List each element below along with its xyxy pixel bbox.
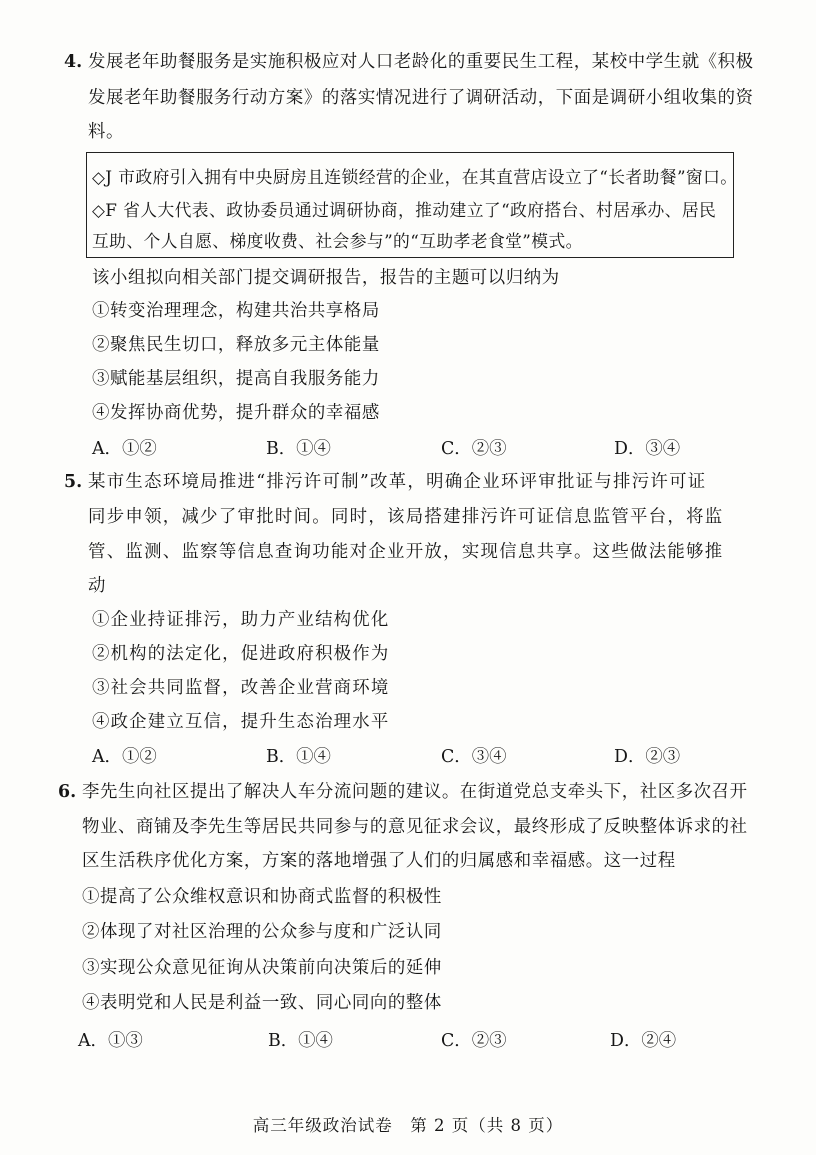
question-5-choice-a[interactable]: A．①② xyxy=(92,747,157,767)
question-4-choice-a[interactable]: A．①② xyxy=(92,439,157,459)
question-6-choice-b[interactable]: B．①④ xyxy=(268,1031,333,1051)
question-5-item-4: ④政企建立互信，提升生态治理水平 xyxy=(92,712,390,732)
question-4-choice-b[interactable]: B．①④ xyxy=(266,439,331,459)
question-4-item-2: ②聚焦民生切口，释放多元主体能量 xyxy=(92,335,380,355)
question-6-item-2: ②体现了对社区治理的公众参与度和广泛认同 xyxy=(82,922,442,942)
question-5-item-1: ①企业持证排污，助力产业结构优化 xyxy=(92,610,390,630)
question-4-stem-line-2: 发展老年助餐服务行动方案》的落实情况进行了调研活动，下面是调研小组收集的资 xyxy=(88,88,754,108)
question-4-choice-c[interactable]: C．②③ xyxy=(441,439,507,459)
material-line-2: ◇F 省人大代表、政协委员通过调研协商，推动建立了“政府搭台、村居承办、居民 xyxy=(92,200,717,220)
question-6-choice-d[interactable]: D．②④ xyxy=(610,1031,677,1051)
question-4-item-1: ①转变治理理念，构建共治共享格局 xyxy=(92,301,380,321)
question-5-item-3: ③社会共同监督，改善企业营商环境 xyxy=(92,678,390,698)
question-6-item-1: ①提高了公众维权意识和协商式监督的积极性 xyxy=(82,887,442,907)
question-4-stem-line-1: 发展老年助餐服务是实施积极应对人口老龄化的重要民生工程，某校中学生就《积极 xyxy=(88,52,754,72)
question-6-stem-line-3: 区生活秩序优化方案，方案的落地增强了人们的归属感和幸福感。这一过程 xyxy=(82,851,676,871)
material-line-3: 互助、个人自愿、梯度收费、社会参与”的“互助孝老食堂”模式。 xyxy=(92,231,583,251)
question-6-choice-c[interactable]: C．②③ xyxy=(441,1031,507,1051)
question-5-number: 5. xyxy=(64,472,83,492)
material-line-1: ◇J 市政府引入拥有中央厨房且连锁经营的企业，在其直营店设立了“长者助餐”窗口。 xyxy=(92,167,738,187)
question-4-choice-d[interactable]: D．③④ xyxy=(614,439,681,459)
question-6-stem-line-1: 李先生向社区提出了解决人车分流问题的建议。在街道党总支牵头下，社区多次召开 xyxy=(82,782,748,802)
question-5-stem-line-1: 某市生态环境局推进“排污许可制”改革，明确企业环评审批证与排污许可证 xyxy=(88,472,707,492)
question-5-choice-c[interactable]: C．③④ xyxy=(441,747,507,767)
question-6-stem-line-2: 物业、商铺及李先生等居民共同参与的意见征求会议，最终形成了反映整体诉求的社 xyxy=(82,817,748,837)
question-6-choice-a[interactable]: A．①③ xyxy=(78,1031,143,1051)
page-footer: 高三年级政治试卷 第 2 页（共 8 页） xyxy=(252,1116,564,1135)
question-6-number: 6. xyxy=(58,782,77,802)
question-5-item-2: ②机构的法定化，促进政府积极作为 xyxy=(92,644,390,664)
question-6-item-4: ④表明党和人民是利益一致、同心同向的整体 xyxy=(82,993,442,1013)
question-6-item-3: ③实现公众意见征询从决策前向决策后的延伸 xyxy=(82,958,442,978)
question-5-choice-b[interactable]: B．①④ xyxy=(266,747,331,767)
question-5-stem-line-2: 同步申领，减少了审批时间。同时，该局搭建排污许可证信息监管平台，将监 xyxy=(88,507,724,527)
question-5-stem-line-4: 动 xyxy=(88,576,106,596)
question-4-item-4: ④发挥协商优势，提升群众的幸福感 xyxy=(92,403,380,423)
question-5-choice-d[interactable]: D．②③ xyxy=(614,747,681,767)
question-4-item-3: ③赋能基层组织，提高自我服务能力 xyxy=(92,369,380,389)
question-4-stem-line-3: 料。 xyxy=(88,122,124,142)
question-4-prompt: 该小组拟向相关部门提交调研报告，报告的主题可以归纳为 xyxy=(92,268,560,288)
question-4-number: 4. xyxy=(64,52,83,72)
question-5-stem-line-3: 管、监测、监察等信息查询功能对企业开放，实现信息共享。这些做法能够推 xyxy=(88,542,724,562)
